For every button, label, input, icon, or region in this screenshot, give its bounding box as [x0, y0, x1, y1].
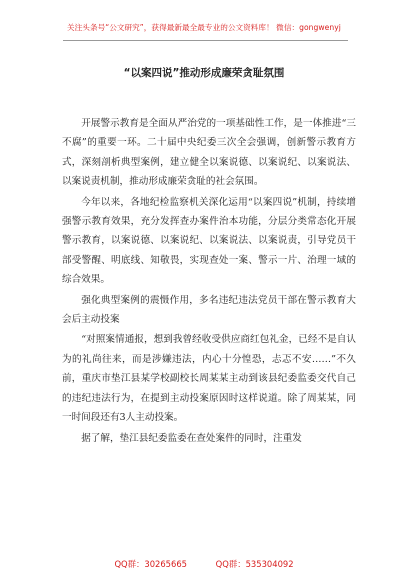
header-note: 关注头条号“公文研究”，获得最新最全最专业的公文资料库！ 微信：gongwenyj	[67, 23, 341, 32]
footer	[0, 558, 408, 570]
footer-qq-group-1: QQ群：30265665	[114, 559, 187, 569]
document-title: “以案四说”推动形成廉荣贪耻氛围	[123, 67, 285, 79]
paragraph: 开展警示教育是全面从严治党的一项基础性工作，是一体推进“三不腐”的重要一环。二十届中央纪委三次全会强调，创新警示教育方式，深刻剖析典型案例，建立健全以案说德、以案说纪、以案说法、以案说责机制，推动形成廉荣贪耻的社会氛围。	[62, 118, 356, 188]
paragraph: 强化典型案例的震慑作用，多名违纪违法党员干部在警示教育大会后主动投案	[62, 294, 356, 326]
header-divider	[63, 40, 348, 41]
document-body	[62, 114, 356, 448]
paragraph: “对照案情通报，想到我曾经收受供应商红包礼金，已经不是自认为的礼尚往来，而是涉嫌违法，内心十分惶恐，忐忑不安……”不久前，重庆市垫江县某学校副校长周某某主动到该县纪委监委交代自己的违纪违法行为，在提到主动投案原因时这样说道。除了周某某，同一时间段还有3人主动投案。	[62, 334, 356, 424]
paragraph: 据了解，垫江县纪委监委在查处案件的同时，注重发	[81, 432, 302, 444]
paragraph: 今年以来，各地纪检监察机关深化运用“以案四说”机制，持续增强警示教育效果，充分发挥查办案件治本功能，分层分类常态化开展警示教育，以案说德、以案说纪、以案说法、以案说责，引导党员干部受警醒、明底线、知敬畏，实现查处一案、警示一片、治理一域的综合效果。	[62, 196, 356, 286]
footer-qq-group-2: QQ群：535304092	[215, 559, 294, 569]
